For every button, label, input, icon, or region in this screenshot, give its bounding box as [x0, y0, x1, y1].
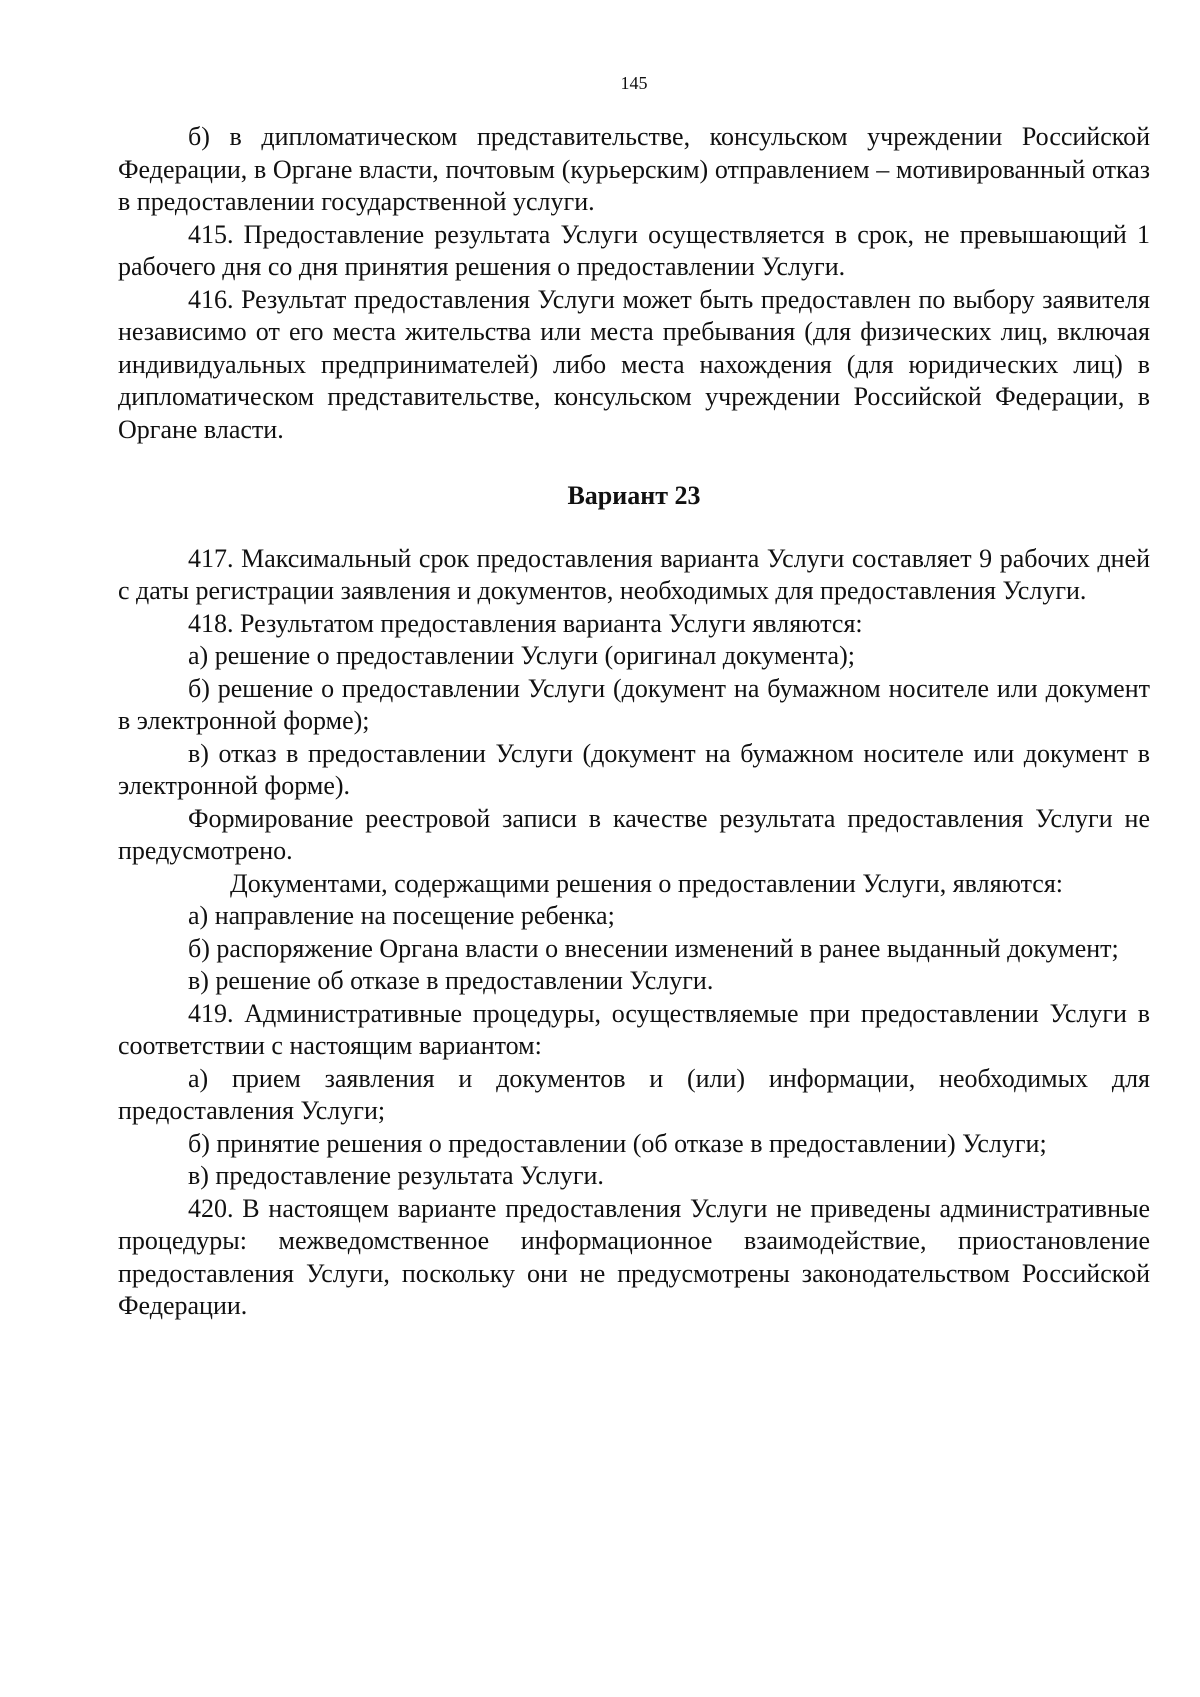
paragraph-417: 417. Максимальный срок предоставления варианта Услуги составляет 9 рабочих дней с даты регистрации заявления и документов, необходимых для предоставления Услуги.	[118, 543, 1150, 605]
paragraph-419: 419. Административные процедуры, осуществляемые при предоставлении Услуги в соответствии с настоящим вариантом:	[118, 998, 1150, 1060]
document-body	[118, 121, 1150, 1323]
paragraph-419-b: б) принятие решения о предоставлении (об отказе в предоставлении) Услуги;	[188, 1128, 1047, 1158]
paragraph-b-diplomatic: б) в дипломатическом представительстве, консульском учреждении Российской Федерации, в Органе власти, почтовым (курьерским) отправлением – мотивированный отказ в предоставлении государственной услуги.	[118, 122, 1150, 216]
paragraph-documents-b: б) распоряжение Органа власти о внесении изменений в ранее выданный документ;	[188, 933, 1119, 963]
paragraph-418-a: а) решение о предоставлении Услуги (оригинал документа);	[188, 641, 855, 670]
section-heading: Вариант 23	[567, 481, 701, 510]
paragraph-415: 415. Предоставление результата Услуги осуществляется в срок, не превышающий 1 рабочего дня со дня принятия решения о предоставлении Услуги.	[118, 219, 1150, 281]
page-number: 145	[620, 73, 648, 93]
paragraph-416: 416. Результат предоставления Услуги может быть предоставлен по выбору заявителя независимо от его места жительства или места пребывания (для физических лиц, включая индивидуальных предпринимателей) либо места нахождения (для юридических лиц) в дипломатическом представительстве, консульском учреждении Российской Федерации, в Органе власти.	[118, 284, 1150, 444]
paragraph-documents-list: Документами, содержащими решения о предоставлении Услуги, являются:	[230, 868, 1064, 898]
paragraph-418-b: б) решение о предоставлении Услуги (документ на бумажном носителе или документ в электронной форме);	[118, 673, 1150, 735]
paragraph-419-v: в) предоставление результата Услуги.	[188, 1161, 604, 1190]
paragraph-registry-record: Формирование реестровой записи в качестве результата предоставления Услуги не предусмотрено.	[118, 803, 1150, 865]
paragraph-418: 418. Результатом предоставления варианта Услуги являются:	[188, 608, 863, 638]
paragraph-documents-a: а) направление на посещение ребенка;	[188, 901, 615, 930]
paragraph-418-v: в) отказ в предоставлении Услуги (документ на бумажном носителе или документ в электронной форме).	[118, 738, 1150, 800]
paragraph-documents-v: в) решение об отказе в предоставлении Услуги.	[188, 966, 714, 995]
paragraph-419-a: а) прием заявления и документов и (или) информации, необходимых для предоставления Услуги;	[118, 1063, 1150, 1125]
paragraph-420: 420. В настоящем варианте предоставления Услуги не приведены административные процедуры: межведомственное информационное взаимодействие, приостановление предоставления Услуги, поскольку они не предусмотрены законодательством Российской Федерации.	[118, 1193, 1150, 1320]
